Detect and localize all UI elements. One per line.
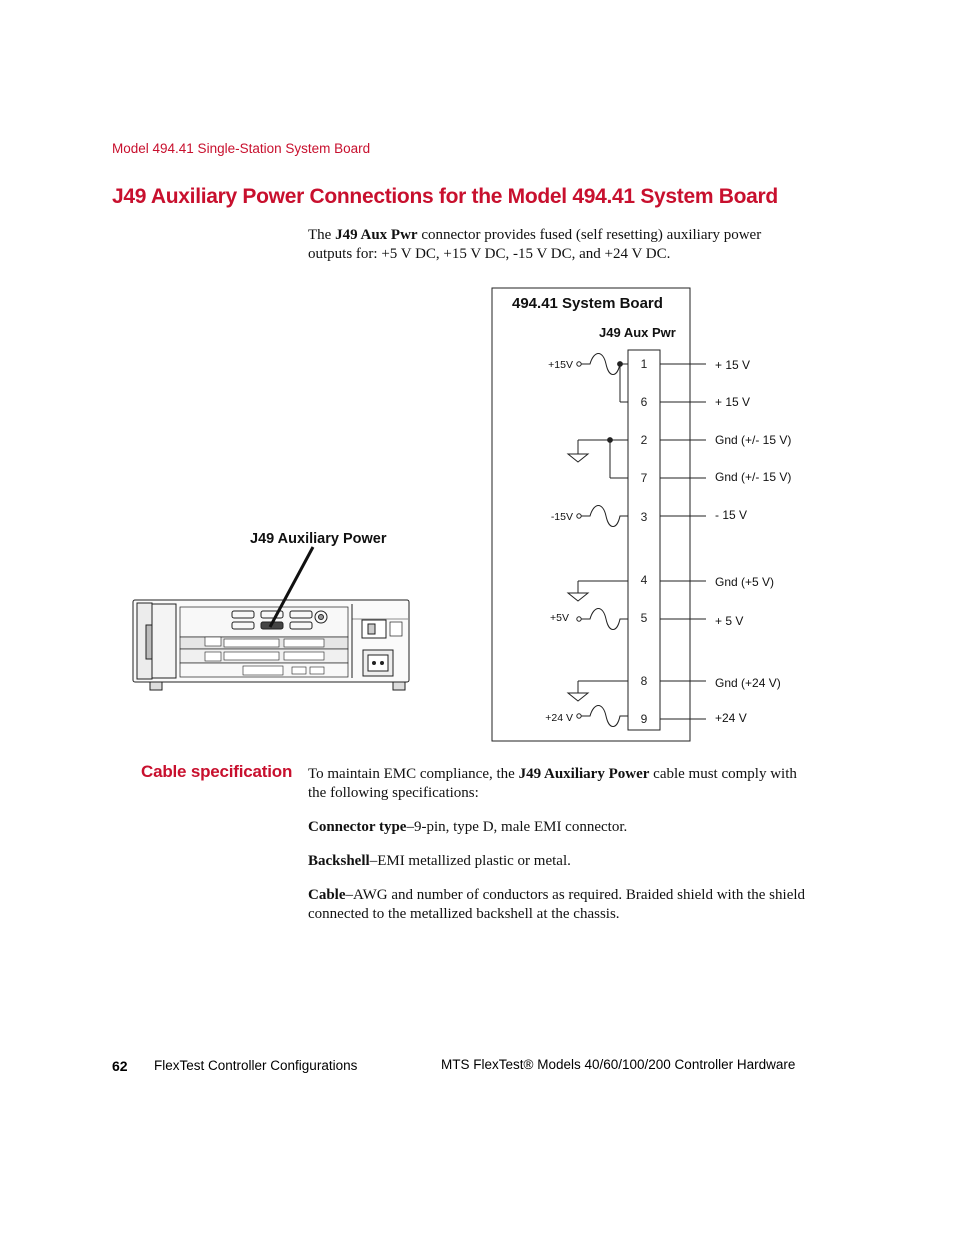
pin-signal-label: + 5 V: [715, 614, 744, 628]
spec-term: Backshell: [308, 853, 370, 869]
pin-number: 4: [640, 573, 648, 587]
cable-intro-bold: J49 Auxiliary Power: [518, 766, 650, 782]
pin-signal-label: + 15 V: [715, 395, 751, 409]
source-label: +24 V: [545, 712, 573, 724]
spec-item-backshell: [308, 852, 818, 871]
spec-item-connector: [308, 818, 818, 837]
pin-signal-label: Gnd (+/- 15 V): [715, 433, 792, 447]
callout-label: J49 Auxiliary Power: [250, 531, 387, 547]
cable-spec-body: [308, 765, 818, 939]
source-label: -15V: [550, 511, 573, 523]
chassis-illustration: [133, 600, 409, 690]
pin-number: 7: [640, 471, 648, 485]
pin-number: 3: [640, 510, 648, 524]
cable-spec-intro: [308, 765, 818, 803]
spec-term: Connector type: [308, 819, 407, 835]
pin-signal-label: Gnd (+24 V): [715, 676, 781, 690]
spec-text: –AWG and number of conductors as required. Braided shield with the shield connected to the metallized backshell at the chassis.: [308, 887, 806, 922]
running-header: Model 494.41 Single-Station System Board: [112, 141, 371, 156]
footer-book-title: MTS FlexTest® Models 40/60/100/200 Controller Hardware: [441, 1057, 796, 1072]
footer-chapter: FlexTest Controller Configurations: [154, 1058, 358, 1073]
pin-number: 9: [640, 712, 648, 726]
cable-intro-suffix: cable must comply with the following specifications:: [308, 766, 797, 801]
pin-signal-label: Gnd (+5 V): [715, 575, 775, 589]
spec-text: –EMI metallized plastic or metal.: [369, 853, 571, 869]
pin-number: 2: [640, 433, 648, 447]
cable-intro-prefix: To maintain EMC compliance, the: [308, 766, 519, 782]
intro-suffix: connector provides fused (self resetting) auxiliary power outputs for: +5 V DC, +15 V DC, -15 V DC, and +24 V DC.: [308, 227, 762, 262]
pin-number: 6: [640, 395, 648, 409]
intro-bold-term: J49 Aux Pwr: [335, 227, 418, 243]
board-title: 494.41 System Board: [512, 295, 663, 312]
pin-signal-label: Gnd (+/- 15 V): [715, 470, 792, 484]
pin-number: 5: [640, 611, 648, 625]
source-label: +5V: [550, 612, 569, 624]
pin-signal-label: + 15 V: [715, 358, 751, 372]
intro-prefix: The: [308, 227, 336, 243]
pin-signal-label: - 15 V: [715, 508, 748, 522]
source-label: +15V: [548, 359, 573, 371]
pin-number: 8: [640, 674, 648, 688]
cable-spec-heading: Cable specification: [141, 762, 293, 781]
spec-item-cable: [308, 886, 818, 924]
spec-text: –9-pin, type D, male EMI connector.: [406, 819, 628, 835]
section-title: J49 Auxiliary Power Connections for the Model 494.41 System Board: [112, 185, 778, 208]
spec-term: Cable: [308, 887, 346, 903]
pin-signal-label: +24 V: [715, 711, 747, 725]
connector-label: J49 Aux Pwr: [599, 325, 676, 340]
footer-page-number: 62: [112, 1058, 128, 1074]
pin-number: 1: [640, 357, 648, 371]
